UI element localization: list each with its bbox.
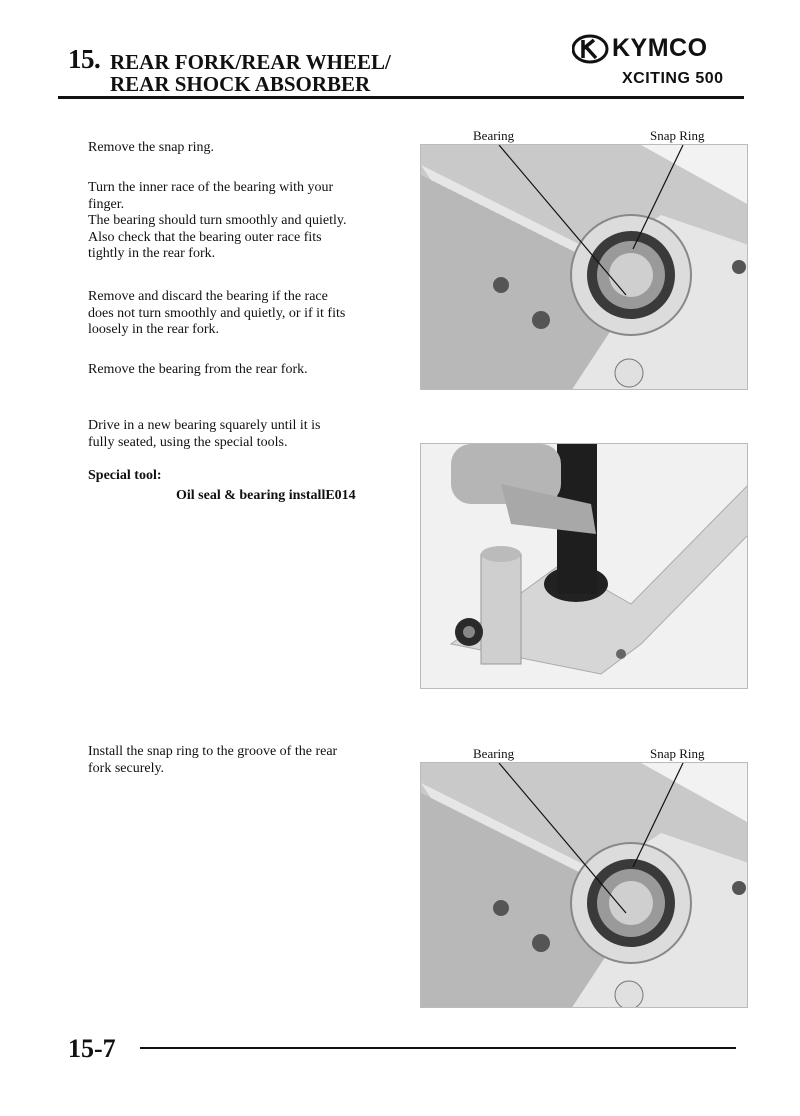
text-line: Remove the snap ring. <box>88 140 214 155</box>
chapter-title-line2: REAR SHOCK ABSORBER <box>110 72 371 96</box>
step-drive-bearing <box>88 418 398 451</box>
step-remove-snap-ring <box>88 140 398 157</box>
text-line: finger. <box>88 196 125 212</box>
callout-snap-ring-1: Snap Ring <box>650 128 705 143</box>
callout-snap-ring-3: Snap Ring <box>650 746 705 761</box>
text-line: fork securely. <box>88 760 165 776</box>
text-line: loosely in the rear fork. <box>88 322 220 337</box>
text-line: The bearing should turn smoothly and quietly. <box>88 213 347 228</box>
brand-name: KYMCO <box>612 34 708 62</box>
page-number: 15-7 <box>68 1034 116 1063</box>
text-line: tightly in the rear fork. <box>88 246 216 261</box>
photo-bearing-removal <box>420 144 748 390</box>
special-tool-name-text: Oil seal & bearing install <box>176 488 326 503</box>
text-line: Turn the inner race of the bearing with your <box>88 180 334 195</box>
special-tool-label: Special tool: <box>88 468 162 483</box>
text-line: Remove the bearing from the rear fork. <box>88 362 308 377</box>
footer-divider <box>140 1047 736 1049</box>
text-line: Install the snap ring to the groove of the rear <box>88 744 338 759</box>
step-install-snap-ring <box>88 744 398 777</box>
step-remove-bearing <box>88 362 398 379</box>
callout-bearing-1: Bearing <box>473 128 515 143</box>
photo-bearing-installation <box>420 443 748 689</box>
header-divider <box>58 96 744 99</box>
chapter-number: 15. <box>68 44 101 74</box>
text-line: fully seated, using the special tools. <box>88 434 288 450</box>
text-line: does not turn smoothly and quietly, or if it fits <box>88 305 346 321</box>
text-line: Also check that the bearing outer race fits <box>88 229 322 245</box>
special-tool-code: E014 <box>325 488 356 503</box>
text-line: Remove and discard the bearing if the race <box>88 289 328 304</box>
chapter-title-line1: REAR FORK/REAR WHEEL/ <box>110 50 391 74</box>
special-tool-name <box>176 488 356 504</box>
callout-bearing-3: Bearing <box>473 746 515 761</box>
step-discard-bearing <box>88 289 398 339</box>
step-turn-race <box>88 180 398 263</box>
text-line: Drive in a new bearing squarely until it is <box>88 418 321 433</box>
photo-snap-ring-installed <box>420 762 748 1008</box>
model-name: XCITING 500 <box>622 70 724 87</box>
